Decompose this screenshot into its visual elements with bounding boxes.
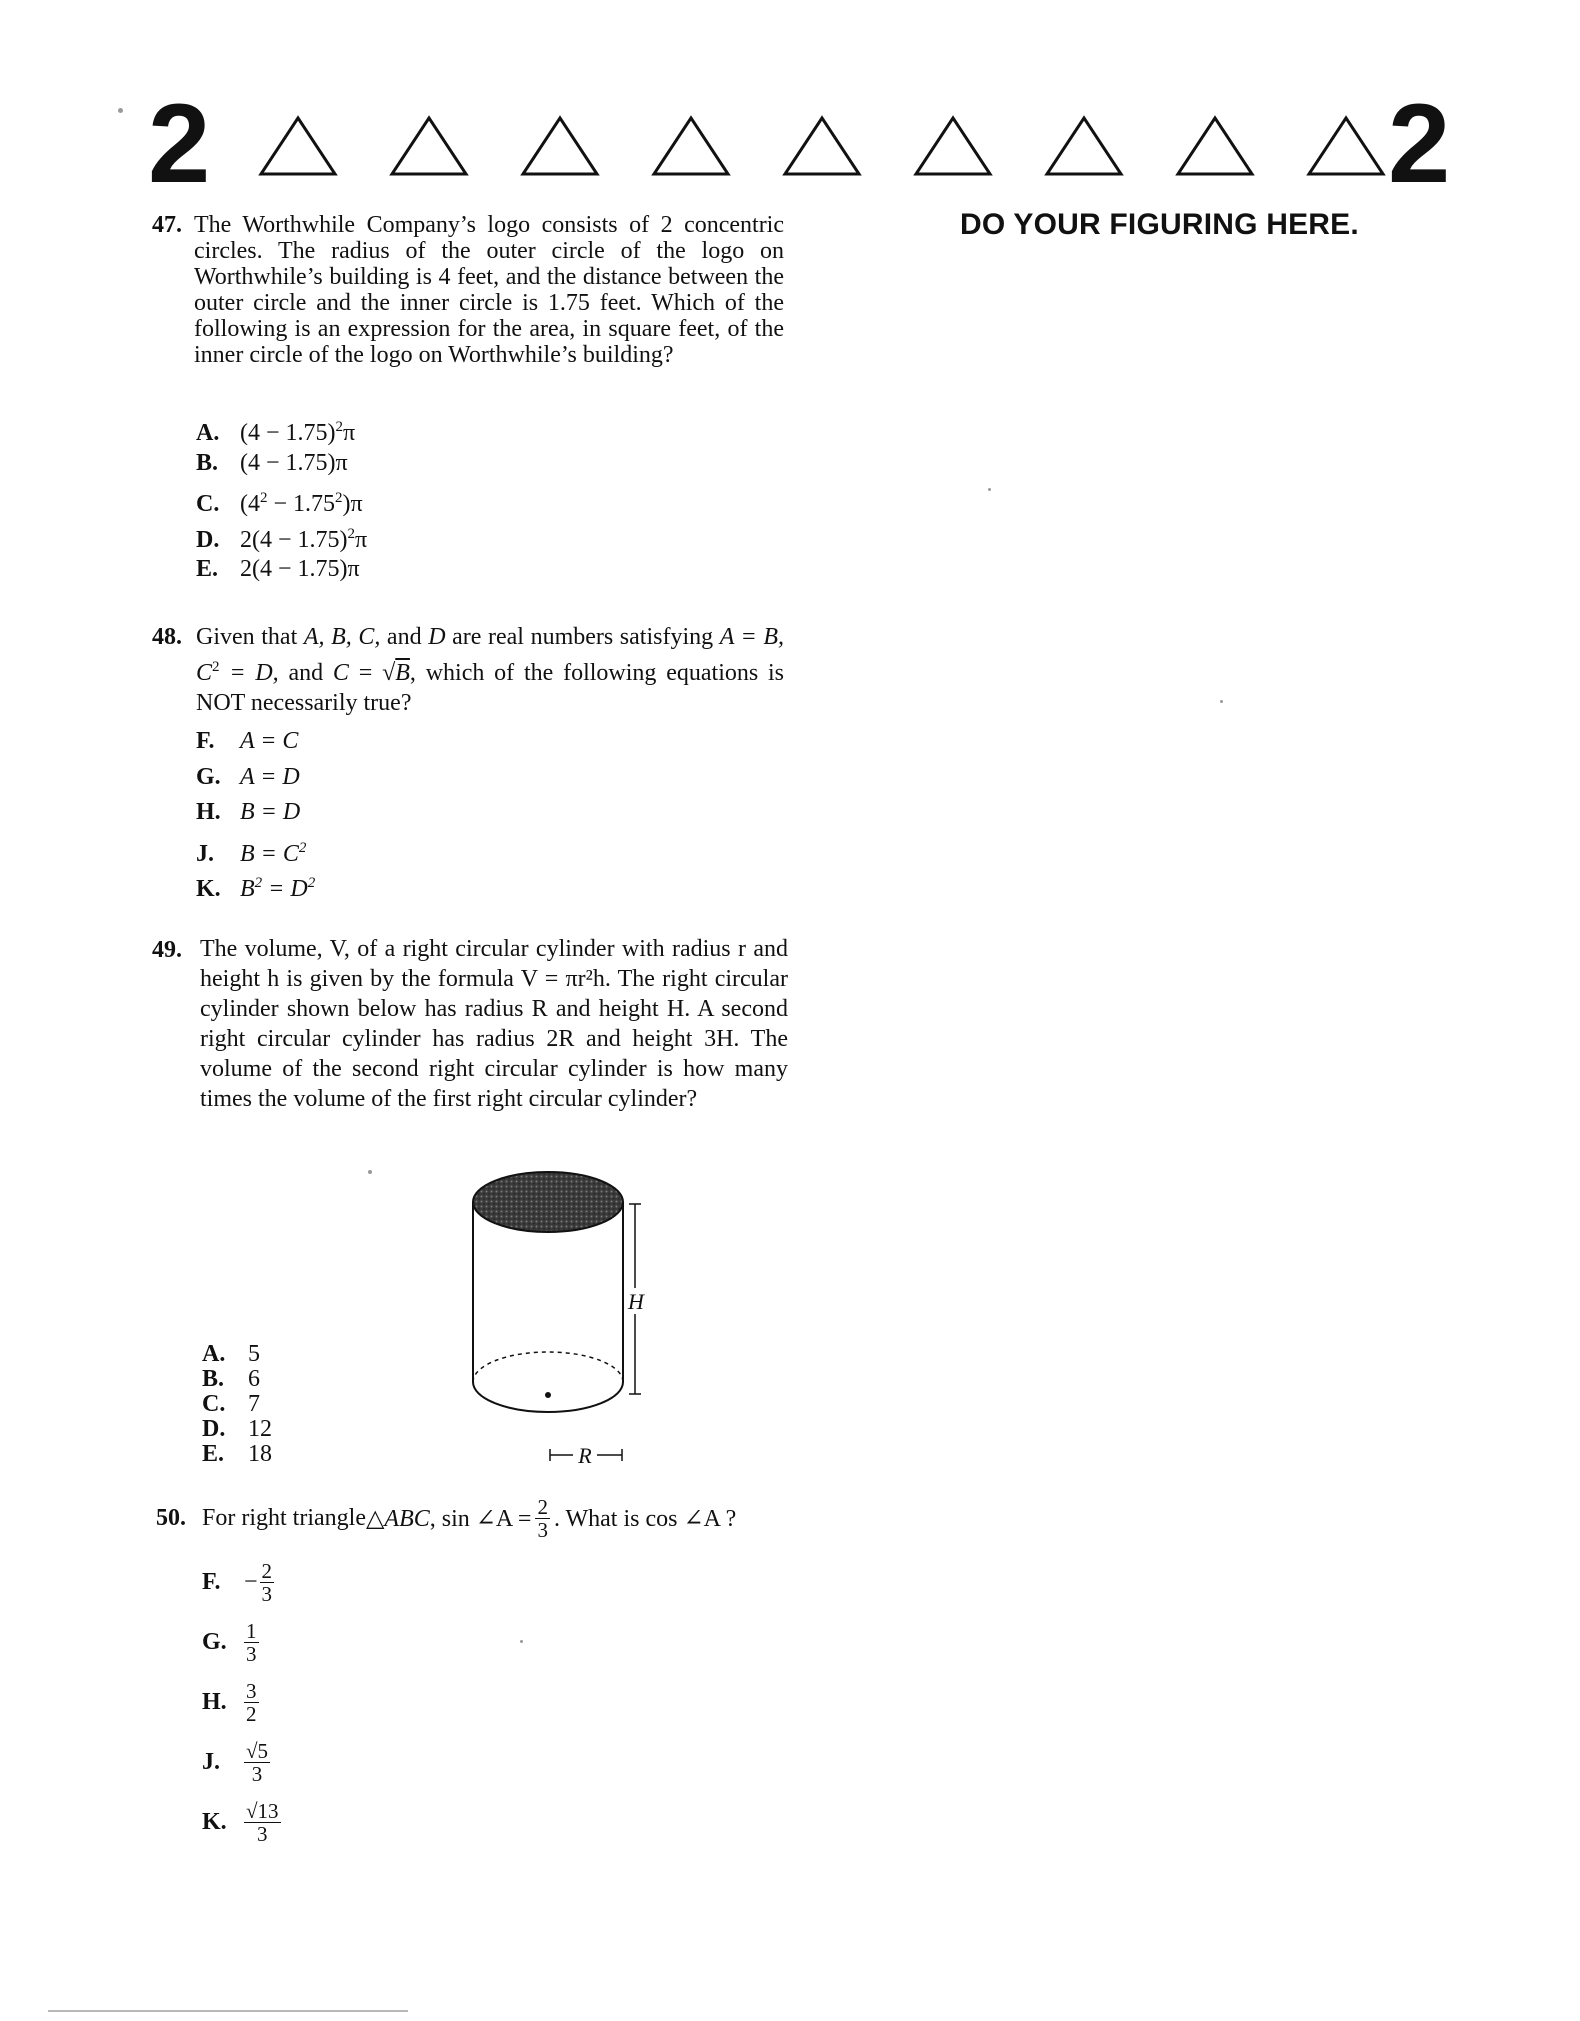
q47-option-c — [196, 485, 363, 517]
q48-option-k — [196, 870, 315, 902]
q48-var-d: D — [428, 624, 446, 650]
q50-option-j — [202, 1740, 270, 1785]
q50-text-post: . What is cos ∠A ? — [553, 1506, 737, 1532]
cylinder-bottom-back — [473, 1352, 623, 1382]
option-label: H. — [202, 1689, 227, 1715]
q50-given-den: 3 — [537, 1518, 548, 1542]
q47-option-d — [196, 521, 367, 553]
option-fraction — [244, 1680, 259, 1725]
q50-number: 50. — [156, 1505, 186, 1531]
q48-number: 48. — [152, 624, 182, 650]
q47-option-b — [196, 450, 348, 476]
option-label: J. — [202, 1749, 220, 1775]
q50-given-fraction — [535, 1496, 550, 1541]
option-value: B = D — [240, 799, 301, 825]
q47-text: The Worthwhile Company’s logo consists of 2 concentric circles. The radius of the outer circle of the logo on Worthwhile’s building is 4 feet, and the distance between the outer circle and the inner circle is 1.75 feet. Which of the following is an expression for the area, in square feet, of the inner circle of the logo on Worthwhile’s building? — [194, 212, 784, 368]
triangle-icon — [520, 115, 600, 177]
q50-given-num: 2 — [537, 1495, 548, 1519]
scan-speck — [368, 1170, 372, 1174]
cylinder-center-dot — [545, 1392, 551, 1398]
scan-speck — [520, 1640, 523, 1643]
option-label: A. — [196, 420, 220, 446]
q49-text: The volume, V, of a right circular cylinder with radius r and height h is given by the formula V = πr²h. The right circular cylinder shown below has radius R and height H. A second right circular cylinder has radius 2R and height 3H. The volume of the second right circular cylinder is how many times the volume of the first right circular cylinder? — [200, 936, 788, 1112]
q48-option-h — [196, 799, 300, 825]
section-number-left: 2 — [148, 81, 211, 206]
option-label: D. — [196, 526, 220, 553]
option-label: J. — [196, 840, 214, 867]
triangle-icon — [651, 115, 731, 177]
fraction-numerator: 3 — [246, 1679, 257, 1703]
option-value: A = C — [240, 728, 299, 754]
option-fraction — [260, 1560, 275, 1605]
option-label: D. — [202, 1416, 226, 1442]
fraction-denominator: 2 — [246, 1702, 257, 1726]
option-label: K. — [202, 1809, 227, 1835]
option-label: B. — [196, 449, 219, 476]
option-label: B. — [202, 1366, 225, 1392]
q50-text-pre: For right triangle — [202, 1505, 366, 1531]
scan-speck — [118, 108, 123, 113]
q49-option-d — [202, 1417, 272, 1441]
figuring-label: DO YOUR FIGURING HERE. — [960, 208, 1359, 241]
option-value: $B^2 = D^2$ — [240, 875, 316, 902]
q49-number: 49. — [152, 937, 182, 963]
q48-text — [196, 622, 784, 718]
q48-text-m: , which of the following equations is NOT necessarily true? — [196, 660, 785, 716]
option-value: $(4^2 - 1.75^2)\pi$ — [240, 490, 363, 517]
triangle-icon — [389, 115, 469, 177]
triangle-icon — [913, 115, 993, 177]
option-label: H. — [196, 799, 221, 825]
q48-sqrt: = √ — [348, 660, 396, 686]
fraction-numerator: √5 — [246, 1739, 269, 1763]
q48-option-f — [196, 728, 298, 754]
cylinder-figure — [460, 1150, 660, 1470]
section-number-right: 2 — [1388, 81, 1451, 206]
option-fraction — [244, 1800, 281, 1845]
option-label: E. — [202, 1441, 225, 1467]
fraction-denominator: 3 — [257, 1822, 268, 1846]
height-label: H — [628, 1289, 644, 1314]
q48-text-e: are real numbers satisfying — [445, 624, 720, 650]
option-value: 7 — [248, 1391, 260, 1417]
option-label: F. — [202, 1569, 221, 1595]
q50-option-g — [202, 1620, 259, 1665]
option-label: A. — [202, 1341, 226, 1367]
option-value: 12 — [248, 1416, 272, 1442]
fraction-numerator: 1 — [246, 1619, 257, 1643]
scan-speck — [1220, 700, 1223, 703]
fraction-numerator: 2 — [261, 1559, 273, 1583]
option-label: F. — [196, 728, 215, 754]
option-value: (4 − 1.75)π — [240, 449, 348, 476]
option-fraction — [244, 1740, 270, 1785]
triangle-icon — [1306, 115, 1386, 177]
option-value: 2(4 − 1.75)π — [240, 556, 360, 582]
q49-option-c — [202, 1392, 260, 1416]
q47-number: 47. — [152, 212, 182, 238]
scan-speck — [988, 488, 991, 491]
option-value: 6 — [248, 1366, 260, 1392]
option-label: K. — [196, 876, 221, 902]
triangle-icon — [258, 115, 338, 177]
q48-option-g — [196, 764, 300, 790]
q48-var-b: B — [395, 660, 410, 686]
cylinder-top-face — [473, 1172, 623, 1232]
q49-option-a — [202, 1342, 260, 1366]
fraction-denominator: 3 — [251, 1762, 263, 1786]
option-label: C. — [202, 1391, 226, 1417]
option-label: G. — [202, 1629, 227, 1655]
scan-line — [48, 2010, 408, 2012]
q48-vars: A, B, C, — [303, 624, 381, 650]
option-value: $B = C^2$ — [240, 839, 307, 867]
option-value: 18 — [248, 1441, 272, 1467]
q50-text-mid: , sin ∠A = — [429, 1506, 532, 1532]
option-value: $2(4 - 1.75)^2\pi$ — [240, 525, 368, 553]
q49-option-e — [202, 1442, 272, 1466]
option-label: C. — [196, 491, 220, 517]
triangle-icon — [1175, 115, 1255, 177]
q50-option-f — [202, 1560, 274, 1605]
option-sign: − — [244, 1569, 258, 1595]
triangle-icon — [782, 115, 862, 177]
q47-option-a — [196, 414, 355, 446]
q48-text-i: and — [278, 660, 333, 686]
q50-triangle: △ABC — [365, 1506, 430, 1532]
q48-text-c: and — [380, 624, 429, 650]
q50-text — [202, 1496, 736, 1541]
q48-sup: 2 — [212, 659, 220, 675]
fraction-denominator: 3 — [246, 1642, 257, 1666]
q48-eq1: A = B, C — [196, 624, 784, 686]
q50-option-k — [202, 1800, 281, 1845]
q47-option-e — [196, 556, 360, 582]
option-fraction — [244, 1620, 259, 1665]
fraction-denominator: 3 — [261, 1582, 273, 1606]
triangle-icon — [1044, 115, 1124, 177]
q50-option-h — [202, 1680, 259, 1725]
fraction-numerator: √13 — [246, 1799, 279, 1823]
option-label: G. — [196, 763, 221, 790]
radius-label: R — [578, 1443, 592, 1468]
q48-option-j — [196, 835, 306, 867]
q48-eq2: = D, — [219, 660, 279, 686]
option-value: A = D — [240, 763, 300, 790]
q49-option-b — [202, 1367, 260, 1391]
q48-var-c: C — [332, 660, 349, 686]
option-label: E. — [196, 556, 219, 582]
option-value: $(4 - 1.75)^2\pi$ — [240, 419, 356, 446]
option-value: 5 — [248, 1341, 260, 1367]
q48-text-a: Given that — [196, 624, 304, 650]
